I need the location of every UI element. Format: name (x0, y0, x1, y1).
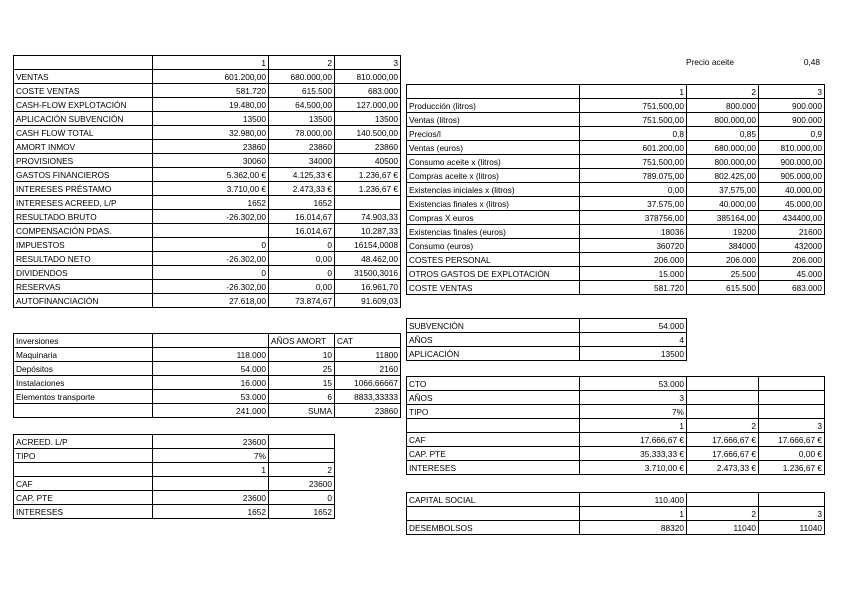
acreed-row-cell (153, 477, 269, 491)
produccion-row-cell: 45.000,00 (759, 197, 825, 211)
produccion-row-cell: 810.000,00 (759, 141, 825, 155)
cash-flow-table (13, 55, 401, 308)
main-row-cell: 13500 (153, 112, 269, 126)
cto-row-cell: 0,00 € (759, 447, 825, 461)
acreed-row-cell (269, 435, 335, 449)
main-row-cell: 19.480,00 (153, 98, 269, 112)
inversiones-row-cell: Maquinaria (14, 348, 153, 362)
capital-row-cell (407, 507, 580, 521)
capital-row-cell: 1 (580, 507, 687, 521)
main-row-cell: -26.302,00 (153, 210, 269, 224)
capital-row-cell: 2 (687, 507, 759, 521)
main-row-cell: AUTOFINANCIACIÓN (14, 294, 153, 308)
main-row-cell: 5.362,00 € (153, 168, 269, 182)
cto-row-cell: 7% (580, 405, 687, 419)
produccion-row-cell: 18036 (580, 225, 687, 239)
cto-row-cell: INTERESES (407, 461, 580, 475)
inversiones-row-cell: 241.000 (153, 404, 269, 418)
main-row-cell: VENTAS (14, 70, 153, 84)
main-row-cell: 23860 (269, 140, 335, 154)
capital-row-cell: 3 (759, 507, 825, 521)
main-row-cell (153, 224, 269, 238)
produccion-row-cell: 581.720 (580, 281, 687, 295)
main-row-cell: 32.980,00 (153, 126, 269, 140)
produccion-row-cell: 751.500,00 (580, 113, 687, 127)
produccion-row-cell: 683.000 (759, 281, 825, 295)
acreed-row-cell: CAP. PTE (14, 491, 153, 505)
produccion-row-cell: 37.575,00 (580, 197, 687, 211)
main-row-cell: 0 (269, 266, 335, 280)
main-row-cell: 581.720 (153, 84, 269, 98)
main-row-cell: 10.287,33 (335, 224, 401, 238)
produccion-row-cell: 601.200,00 (580, 141, 687, 155)
main-row-cell: 48.462,00 (335, 252, 401, 266)
produccion-row-cell: Ventas (litros) (407, 113, 580, 127)
acreed-row-cell: 23600 (153, 491, 269, 505)
subvencion-row-cell: AÑOS (407, 333, 580, 347)
cto-row-cell: 17.666,67 € (687, 433, 759, 447)
produccion-row-cell: 45.000 (759, 267, 825, 281)
main-row-cell: 91.609,03 (335, 294, 401, 308)
inversiones-row-cell: 8833,33333 (335, 390, 401, 404)
precio-aceite-value: 0,48 (803, 57, 820, 67)
capital-row-cell: 110.400 (580, 493, 687, 507)
produccion-row-cell: Existencias finales x (litros) (407, 197, 580, 211)
inversiones-row-cell: 11800 (335, 348, 401, 362)
main-row-cell: 73.874,67 (269, 294, 335, 308)
produccion-row-cell: 0,00 (580, 183, 687, 197)
inversiones-table (13, 333, 401, 418)
produccion-row-cell: 802.425,00 (687, 169, 759, 183)
acreed-row-cell: 23600 (153, 435, 269, 449)
main-row-cell: AMORT INMOV (14, 140, 153, 154)
cto-row-cell: 2 (687, 419, 759, 433)
inversiones-row-cell: 10 (269, 348, 335, 362)
main-row-cell: IMPUESTOS (14, 238, 153, 252)
produccion-row-cell: 25.500 (687, 267, 759, 281)
main-row-cell: 0 (153, 266, 269, 280)
inversiones-header-cell: AÑOS AMORT (269, 334, 335, 348)
produccion-row-cell: 37.575,00 (687, 183, 759, 197)
main-row-cell: 34000 (269, 154, 335, 168)
cto-table (406, 376, 825, 475)
inversiones-row-cell: Instalaciones (14, 376, 153, 390)
produccion-header-cell: 3 (759, 85, 825, 99)
main-row-cell: 3.710,00 € (153, 182, 269, 196)
produccion-row-cell: 0,85 (687, 127, 759, 141)
produccion-row-cell: Compras aceite x (litros) (407, 169, 580, 183)
produccion-row-cell: 19200 (687, 225, 759, 239)
acreed-row-cell: 0 (269, 491, 335, 505)
cto-row-cell (687, 377, 759, 391)
produccion-header-cell (407, 85, 580, 99)
cto-row-cell: 3 (580, 391, 687, 405)
main-row-cell: APLICACIÓN SUBVENCIÓN (14, 112, 153, 126)
main-row-cell: 615.500 (269, 84, 335, 98)
acreed-row-cell (14, 463, 153, 477)
inversiones-row-cell: 25 (269, 362, 335, 376)
capital-row-cell: CAPITAL SOCIAL (407, 493, 580, 507)
acreed-row-cell: CAF (14, 477, 153, 491)
main-row-cell: 78.000,00 (269, 126, 335, 140)
main-row-cell: 23860 (335, 140, 401, 154)
produccion-row-cell: Existencias iniciales x (litros) (407, 183, 580, 197)
main-row-cell: RESERVAS (14, 280, 153, 294)
inversiones-row-cell: 2160 (335, 362, 401, 376)
capital-row-cell (759, 493, 825, 507)
produccion-row-cell: Precios/l (407, 127, 580, 141)
cto-row-cell: CAP. PTE (407, 447, 580, 461)
inversiones-row-cell: SUMA (269, 404, 335, 418)
main-header-cell: 1 (153, 56, 269, 70)
main-row-cell (335, 196, 401, 210)
main-row-cell: 31500,3016 (335, 266, 401, 280)
inversiones-row-cell: 6 (269, 390, 335, 404)
capital-row-cell: DESEMBOLSOS (407, 521, 580, 535)
cto-row-cell (759, 377, 825, 391)
produccion-row-cell: Producción (litros) (407, 99, 580, 113)
precio-aceite-label: Precio aceite (686, 57, 734, 67)
cto-row-cell: 2.473,33 € (687, 461, 759, 475)
acreed-row-cell: 1652 (269, 505, 335, 519)
capital-row-cell: 11040 (759, 521, 825, 535)
produccion-row-cell: 800.000,00 (687, 113, 759, 127)
main-row-cell: DIVIDENDOS (14, 266, 153, 280)
main-row-cell: 16154,0008 (335, 238, 401, 252)
cto-row-cell: 3 (759, 419, 825, 433)
cto-row-cell: TIPO (407, 405, 580, 419)
produccion-table (406, 84, 825, 295)
produccion-row-cell: 384000 (687, 239, 759, 253)
main-row-cell: COMPENSACIÓN PDAS. (14, 224, 153, 238)
main-row-cell: 16.014,67 (269, 224, 335, 238)
main-row-cell: 1652 (153, 196, 269, 210)
inversiones-row-cell: 54.000 (153, 362, 269, 376)
main-row-cell: 0 (269, 238, 335, 252)
produccion-row-cell: 680.000,00 (687, 141, 759, 155)
acreed-row-cell: 7% (153, 449, 269, 463)
inversiones-row-cell: 53.000 (153, 390, 269, 404)
produccion-row-cell: 15.000 (580, 267, 687, 281)
produccion-row-cell: OTROS GASTOS DE EXPLOTACIÓN (407, 267, 580, 281)
main-row-cell: 683.000 (335, 84, 401, 98)
cto-row-cell: 53.000 (580, 377, 687, 391)
main-header-cell (14, 56, 153, 70)
cto-row-cell: CAF (407, 433, 580, 447)
cto-row-cell (407, 419, 580, 433)
produccion-row-cell: Consumo aceite x (litros) (407, 155, 580, 169)
subvencion-row-cell: 54.000 (580, 319, 687, 333)
main-row-cell: PROVISIONES (14, 154, 153, 168)
acreed-row-cell (269, 449, 335, 463)
cto-row-cell (759, 405, 825, 419)
produccion-row-cell: 800.000,00 (687, 155, 759, 169)
main-row-cell: RESULTADO NETO (14, 252, 153, 266)
main-row-cell: 13500 (335, 112, 401, 126)
main-header-cell: 3 (335, 56, 401, 70)
acreed-row-cell: ACREED. L/P (14, 435, 153, 449)
main-row-cell: -26.302,00 (153, 280, 269, 294)
main-row-cell: 30060 (153, 154, 269, 168)
inversiones-row-cell: 23860 (335, 404, 401, 418)
main-row-cell: -26.302,00 (153, 252, 269, 266)
main-row-cell: 74.903,33 (335, 210, 401, 224)
capital-row-cell (687, 493, 759, 507)
produccion-row-cell: 21600 (759, 225, 825, 239)
capital-row-cell: 88320 (580, 521, 687, 535)
main-header-cell: 2 (269, 56, 335, 70)
produccion-row-cell: 615.500 (687, 281, 759, 295)
acreed-row-cell: 2 (269, 463, 335, 477)
produccion-row-cell: 800.000 (687, 99, 759, 113)
produccion-row-cell: COSTES PERSONAL (407, 253, 580, 267)
inversiones-header-cell: Inversiones (14, 334, 153, 348)
main-row-cell: RESULTADO BRUTO (14, 210, 153, 224)
produccion-row-cell: COSTE VENTAS (407, 281, 580, 295)
main-row-cell: 0,00 (269, 252, 335, 266)
inversiones-row-cell: Depósitos (14, 362, 153, 376)
capital-social-table (406, 492, 825, 535)
inversiones-header-cell: CAT (335, 334, 401, 348)
produccion-row-cell: 0,9 (759, 127, 825, 141)
produccion-row-cell: 385164,00 (687, 211, 759, 225)
main-row-cell: 680.000,00 (269, 70, 335, 84)
cto-row-cell (687, 391, 759, 405)
main-row-cell: 601.200,00 (153, 70, 269, 84)
cto-row-cell (759, 391, 825, 405)
cto-row-cell: 1 (580, 419, 687, 433)
cto-row-cell: CTO (407, 377, 580, 391)
acreed-row-cell: 23600 (269, 477, 335, 491)
main-row-cell: CASH-FLOW EXPLOTACIÓN (14, 98, 153, 112)
capital-row-cell: 11040 (687, 521, 759, 535)
produccion-row-cell: 434400,00 (759, 211, 825, 225)
produccion-row-cell: 206.000 (687, 253, 759, 267)
produccion-row-cell: Consumo (euros) (407, 239, 580, 253)
produccion-row-cell: Compras X euros (407, 211, 580, 225)
cto-row-cell: 3.710,00 € (580, 461, 687, 475)
acreedores-table (13, 434, 335, 519)
main-row-cell: INTERESES PRÉSTAMO (14, 182, 153, 196)
produccion-row-cell: Existencias finales (euros) (407, 225, 580, 239)
inversiones-row-cell (14, 404, 153, 418)
produccion-header-cell: 1 (580, 85, 687, 99)
main-row-cell: 27.618,00 (153, 294, 269, 308)
cto-row-cell: 1.236,67 € (759, 461, 825, 475)
main-row-cell: 64.500,00 (269, 98, 335, 112)
produccion-row-cell: 900.000 (759, 99, 825, 113)
cto-row-cell: 17.666,67 € (687, 447, 759, 461)
main-row-cell: 13500 (269, 112, 335, 126)
produccion-row-cell: 751.500,00 (580, 155, 687, 169)
subvencion-table (406, 318, 687, 361)
inversiones-row-cell: 118.000 (153, 348, 269, 362)
subvencion-row-cell: 4 (580, 333, 687, 347)
inversiones-header-cell (153, 334, 269, 348)
main-row-cell: 2.473,33 € (269, 182, 335, 196)
main-row-cell: CASH FLOW TOTAL (14, 126, 153, 140)
main-row-cell: 16.961,70 (335, 280, 401, 294)
inversiones-row-cell: Elementos transporte (14, 390, 153, 404)
acreed-row-cell: 1 (153, 463, 269, 477)
main-row-cell: 0 (153, 238, 269, 252)
produccion-row-cell: 40.000,00 (759, 183, 825, 197)
subvencion-row-cell: 13500 (580, 347, 687, 361)
main-row-cell: 0,00 (269, 280, 335, 294)
main-row-cell: INTERESES ACREED, L/P (14, 196, 153, 210)
main-row-cell: 23860 (153, 140, 269, 154)
main-row-cell: 1.236,67 € (335, 168, 401, 182)
subvencion-row-cell: APLICACIÓN (407, 347, 580, 361)
produccion-row-cell: 900.000,00 (759, 155, 825, 169)
acreed-row-cell: INTERESES (14, 505, 153, 519)
cto-row-cell: AÑOS (407, 391, 580, 405)
produccion-row-cell: 900.000 (759, 113, 825, 127)
produccion-row-cell: Ventas (euros) (407, 141, 580, 155)
cto-row-cell (687, 405, 759, 419)
cto-row-cell: 35.333,33 € (580, 447, 687, 461)
cto-row-cell: 17.666,67 € (759, 433, 825, 447)
acreed-row-cell: TIPO (14, 449, 153, 463)
main-row-cell: 140.500,00 (335, 126, 401, 140)
cto-row-cell: 17.666,67 € (580, 433, 687, 447)
main-row-cell: 810.000,00 (335, 70, 401, 84)
produccion-row-cell: 206.000 (759, 253, 825, 267)
produccion-row-cell: 206.000 (580, 253, 687, 267)
main-row-cell: 16.014,67 (269, 210, 335, 224)
main-row-cell: 40500 (335, 154, 401, 168)
subvencion-row-cell: SUBVENCIÓN (407, 319, 580, 333)
inversiones-row-cell: 16.000 (153, 376, 269, 390)
produccion-row-cell: 751.500,00 (580, 99, 687, 113)
main-row-cell: GASTOS FINANCIEROS (14, 168, 153, 182)
inversiones-row-cell: 15 (269, 376, 335, 390)
produccion-row-cell: 0,8 (580, 127, 687, 141)
produccion-row-cell: 432000 (759, 239, 825, 253)
produccion-row-cell: 789.075,00 (580, 169, 687, 183)
main-row-cell: 4.125,33 € (269, 168, 335, 182)
produccion-header-cell: 2 (687, 85, 759, 99)
main-row-cell: 1.236,67 € (335, 182, 401, 196)
acreed-row-cell: 1652 (153, 505, 269, 519)
main-row-cell: 1652 (269, 196, 335, 210)
produccion-row-cell: 360720 (580, 239, 687, 253)
produccion-row-cell: 40.000,00 (687, 197, 759, 211)
main-row-cell: 127.000,00 (335, 98, 401, 112)
produccion-row-cell: 905.000,00 (759, 169, 825, 183)
produccion-row-cell: 378756,00 (580, 211, 687, 225)
main-row-cell: COSTE VENTAS (14, 84, 153, 98)
inversiones-row-cell: 1066,66667 (335, 376, 401, 390)
